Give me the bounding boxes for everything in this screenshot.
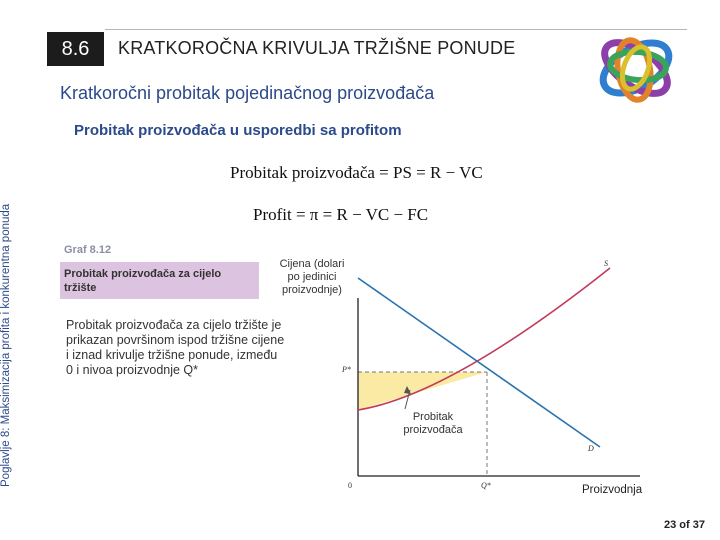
section-number-badge: 8.6 (47, 32, 104, 66)
x-axis-label: Proizvodnja (582, 484, 643, 496)
chapter-sidebar-label: Poglavlje 8: Maksimizacija profita i konkurentna ponuda (0, 203, 12, 487)
quantity-label: Q* (481, 481, 491, 490)
profit-formula: Profit = π = R − VC − FC (253, 205, 429, 224)
slide-title: KRATKOROČNA KRIVULJA TRŽIŠNE PONUDE (118, 38, 516, 58)
demand-label: D (588, 444, 594, 453)
producer-surplus-formula: Probitak proizvođača = PS = R − VC (230, 163, 483, 182)
slide-subtitle: Kratkoročni probitak pojedinačnog proizvođača (60, 83, 435, 103)
origin-label: 0 (348, 481, 352, 490)
section-heading: Probitak proizvođača u usporedbi sa profitom (74, 122, 402, 139)
figure-label: Graf 8.12 (64, 244, 112, 256)
producer-surplus-area (358, 372, 487, 410)
producer-surplus-label: Probitak proizvođača (403, 411, 463, 436)
description-text: Probitak proizvođača za cijelo tržište je prikazan površinom ispod tržišne cijene i iznad krivulje tržišne ponude, između 0 i nivoa proizvodnje Q* (66, 318, 285, 377)
supply-label: S (604, 259, 608, 268)
y-axis-label: Cijena (dolari po jedinici proizvodnje) (279, 258, 345, 296)
caption-box: Probitak proizvođača za cijelo tržište (60, 262, 259, 299)
price-label: P* (342, 365, 351, 374)
page-number: 23 of 37 (664, 519, 705, 531)
